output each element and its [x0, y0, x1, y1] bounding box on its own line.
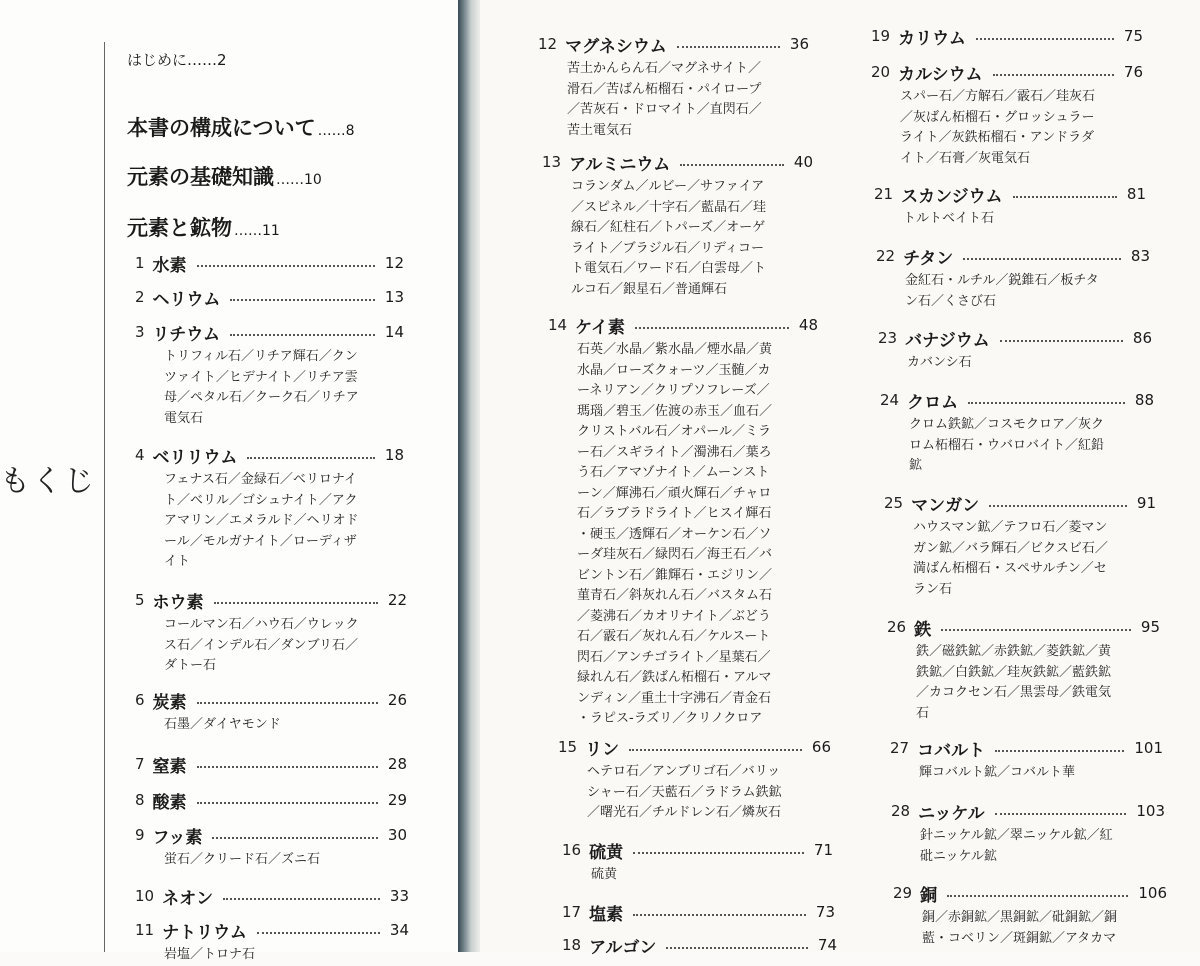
leader-dots	[230, 299, 375, 301]
page-number: 33	[389, 887, 409, 905]
page-number: 95	[1140, 618, 1160, 636]
leader-dots	[968, 402, 1125, 404]
mineral-line: ライト／灰鉄柘榴石・アンドラダ	[900, 130, 1094, 145]
mineral-line: ／苦灰石・ドロマイト／直閃石／	[567, 102, 762, 117]
mineral-line: ロム柘榴石・ウバロバイト／紅鉛	[909, 437, 1105, 453]
book-gutter	[458, 0, 480, 952]
element-name: コバルト	[917, 740, 986, 761]
mineral-list	[903, 209, 994, 230]
mineral-line: 鉄鉱／白鉄鉱／珪灰鉄鉱／藍鉄鉱	[916, 664, 1112, 680]
mineral-line: ／菱沸石／カオリナイト／ぶどう	[577, 608, 771, 624]
mineral-line: 瑪瑙／碧玉／佐渡の赤玉／血石／	[577, 403, 773, 419]
mineral-line: ルコ石／銀星石／普通輝石	[571, 281, 728, 297]
mineral-line: 線石／紅柱石／トパーズ／オーゲ	[571, 220, 766, 235]
page-number: 22	[387, 591, 407, 609]
page-number: 76	[1123, 63, 1143, 81]
mineral-line: ／カコクセン石／黒雲母／鉄電気	[916, 685, 1112, 700]
element-number: 12	[538, 35, 558, 53]
element-number: 16	[562, 841, 582, 859]
page-number: 28	[387, 755, 407, 773]
element-number: 4	[135, 446, 145, 464]
leader-dots	[635, 327, 789, 329]
toc-entry	[135, 252, 404, 274]
element-name: クロム	[907, 392, 959, 413]
divider-line	[104, 42, 105, 952]
mineral-line: 苦土かんらん石／マグネサイト／	[567, 61, 761, 76]
mineral-line: 銅／赤銅鉱／黒銅鉱／砒銅鉱／銅	[922, 910, 1118, 925]
mineral-line: ／灰ばん柘榴石・グロッシュラー	[900, 109, 1095, 125]
mineral-line: 水晶／ローズクォーツ／玉髄／カ	[577, 362, 771, 378]
page-number: 34	[389, 921, 409, 939]
mineral-line: 石英／水晶／紫水晶／煙水晶／黄	[577, 342, 773, 357]
mineral-line: シャー石／天藍石／ラドラム鉄鉱	[587, 784, 782, 800]
mineral-line: 金紅石・ルチル／鋭錐石／板チタ	[905, 273, 1099, 288]
leader-dots	[976, 38, 1114, 40]
leader-dots	[995, 750, 1124, 752]
mineral-line: 砒ニッケル鉱	[920, 848, 997, 864]
mineral-list	[164, 615, 359, 677]
toc-entry	[135, 286, 404, 308]
section-page: ……10	[276, 172, 322, 188]
toc-entry	[135, 885, 409, 907]
page-number: 26	[387, 691, 407, 709]
element-name: ホウ素	[152, 592, 204, 613]
mineral-list	[164, 850, 320, 871]
element-name: ベリリウム	[152, 447, 238, 468]
mineral-line: ラン石	[913, 581, 953, 597]
leader-dots	[989, 505, 1127, 507]
element-number: 27	[890, 739, 910, 757]
toc-entry	[884, 492, 1156, 514]
mineral-line: ・ラピス-ラズリ／クリノクロア	[577, 711, 763, 726]
toc-entry	[135, 789, 407, 811]
leader-dots	[257, 932, 380, 934]
page-number: 36	[789, 35, 809, 53]
element-name: リン	[585, 739, 620, 760]
mineral-line: ガン鉱／バラ輝石／ビクスビ石／	[913, 540, 1108, 556]
element-number: 18	[562, 936, 582, 954]
mineral-list	[164, 347, 359, 429]
mineral-line: クロム鉄鉱／コスモクロア／灰ク	[909, 417, 1105, 432]
element-name: 酸素	[152, 792, 187, 813]
element-name: 鉄	[914, 619, 932, 640]
element-number: 9	[135, 826, 145, 844]
element-name: フッ素	[152, 827, 203, 848]
leader-dots	[197, 702, 378, 704]
element-name: ヘリウム	[152, 289, 221, 310]
toc-entry	[558, 736, 831, 758]
page-number: 48	[798, 316, 818, 334]
toc-entry	[135, 444, 404, 466]
element-number: 6	[135, 691, 145, 709]
mineral-line: 緑れん石／鉄ばん柘榴石・アルマ	[577, 670, 772, 685]
toc-entry	[542, 151, 813, 173]
mineral-line: クリストバル石／オパール／ミラ	[577, 424, 771, 439]
leader-dots	[197, 766, 378, 768]
mineral-line: イト	[164, 554, 191, 569]
leader-dots	[212, 837, 378, 839]
section-heading	[127, 161, 322, 191]
mineral-line: ー石／スギライト／濁沸石／葉ろ	[577, 444, 772, 460]
element-name: 窒素	[152, 756, 187, 777]
mineral-line: 苦土電気石	[567, 122, 633, 138]
page-number: 12	[384, 254, 404, 272]
element-number: 2	[135, 288, 145, 306]
mineral-line: 鉱	[909, 458, 923, 473]
element-number: 13	[542, 153, 562, 171]
leader-dots	[223, 898, 380, 900]
page-title: もくじ	[0, 464, 96, 499]
element-name: 硫黄	[589, 842, 624, 863]
mineral-list	[587, 762, 782, 824]
mineral-line: イト／石膏／灰電気石	[900, 150, 1031, 166]
leader-dots	[214, 602, 378, 604]
element-number: 17	[562, 903, 582, 921]
toc-entry	[890, 737, 1163, 759]
mineral-line: ト電気石／ワード石／白雲母／ト	[571, 261, 767, 276]
element-name: スカンジウム	[901, 186, 1003, 207]
section-page: ……11	[234, 223, 280, 239]
leader-dots	[197, 265, 375, 267]
mineral-list	[577, 340, 772, 730]
leader-dots	[633, 852, 804, 854]
element-name: カルシウム	[898, 64, 983, 85]
mineral-line: ス石／インデル石／ダンブリ石／	[164, 637, 358, 653]
toc-entry	[562, 934, 837, 956]
toc-entry	[548, 314, 818, 336]
element-number: 7	[135, 755, 145, 773]
mineral-line: アマリン／エメラルド／ヘリオド	[164, 513, 359, 528]
mineral-line: コランダム／ルビー／サファイア	[571, 179, 765, 194]
toc-entry	[871, 25, 1143, 47]
element-name: アルミニウム	[569, 154, 671, 175]
element-number: 19	[871, 27, 891, 45]
mineral-line: ンディン／重土十字沸石／青金石	[577, 690, 771, 706]
element-name: ケイ素	[575, 317, 625, 338]
mineral-line: ン石／くさび石	[905, 293, 997, 309]
toc-entry	[538, 33, 809, 55]
toc-entry	[135, 321, 404, 343]
mineral-line: ヘテロ石／アンブリゴ石／バリッ	[587, 764, 781, 779]
toc-entry	[880, 389, 1154, 411]
mineral-line: 満ばん柘榴石・スペサルチン／セ	[913, 561, 1107, 576]
toc-entry	[876, 245, 1150, 267]
mineral-line: 石／ラブラドライト／ヒスイ輝石	[577, 506, 772, 521]
toc-entry	[135, 589, 407, 611]
mineral-line: フェナス石／金緑石／ベリロナイ	[164, 472, 357, 487]
element-number: 15	[558, 738, 578, 756]
mineral-line: 閃石／アンチゴライト／星葉石／	[577, 649, 771, 665]
toc-entry	[135, 689, 407, 711]
mineral-line: ライト／ブラジル石／リディコー	[571, 240, 764, 256]
leader-dots	[1013, 196, 1117, 198]
intro-entry: はじめに……2	[127, 51, 227, 69]
element-name: 銅	[920, 885, 938, 906]
mineral-line: 輝コバルト鉱／コバルト華	[919, 765, 1076, 780]
mineral-line: トリフィル石／リチア輝石／クン	[164, 349, 358, 364]
element-name: ナトリウム	[162, 922, 247, 943]
mineral-list	[913, 518, 1108, 600]
element-number: 24	[880, 391, 900, 409]
toc-entry	[135, 824, 407, 846]
mineral-list	[922, 908, 1117, 949]
leader-dots	[677, 46, 780, 48]
element-name: ニッケル	[918, 803, 985, 824]
element-number: 28	[891, 802, 911, 820]
mineral-list	[164, 470, 358, 573]
element-number: 1	[135, 254, 145, 272]
element-number: 10	[135, 887, 155, 905]
leader-dots	[680, 164, 784, 166]
page-number: 103	[1136, 802, 1165, 820]
mineral-list	[916, 642, 1111, 724]
mineral-line: ーン／輝沸石／頑火輝石／チャロ	[577, 485, 772, 501]
page-number: 40	[793, 153, 813, 171]
element-name: アルゴン	[589, 937, 657, 958]
mineral-list	[900, 87, 1095, 169]
mineral-line: ／スピネル／十字石／藍晶石／珪	[571, 199, 767, 215]
mineral-line: 蛍石／クリード石／ズニ石	[164, 852, 321, 867]
mineral-line: 石墨／ダイヤモンド	[164, 717, 281, 732]
toc-entry	[874, 183, 1146, 205]
page-number: 71	[813, 841, 833, 859]
page-number: 83	[1130, 247, 1150, 265]
mineral-list	[920, 826, 1113, 867]
element-name: 塩素	[589, 904, 624, 925]
page-number: 81	[1126, 185, 1146, 203]
element-number: 26	[887, 618, 907, 636]
mineral-line: ト／ベリル／ゴシュナイト／アク	[164, 492, 358, 508]
mineral-list	[919, 763, 1075, 784]
mineral-line: トルトベイト石	[903, 211, 995, 226]
toc-entry	[887, 616, 1160, 638]
leader-dots	[993, 74, 1114, 76]
toc-entry	[893, 882, 1167, 904]
toc-entry	[562, 901, 835, 923]
page-number: 14	[384, 323, 404, 341]
mineral-line: ビントン石／錐輝石・エジリン／	[577, 567, 773, 583]
toc-entry	[891, 800, 1165, 822]
page-number: 86	[1132, 329, 1152, 347]
mineral-line: 岩塩／トロナ石	[164, 947, 256, 962]
element-number: 21	[874, 185, 894, 203]
element-number: 22	[876, 247, 896, 265]
mineral-line: ハウスマン鉱／テフロ石／菱マン	[913, 520, 1108, 535]
leader-dots	[995, 813, 1127, 815]
section-heading	[127, 112, 355, 142]
element-number: 20	[871, 63, 891, 81]
page-number: 18	[384, 446, 404, 464]
section-page: ……8	[317, 123, 355, 139]
mineral-line: ーダ珪灰石／緑閃石／海王石／バ	[577, 547, 773, 562]
page-number: 66	[811, 738, 831, 756]
element-name: カリウム	[898, 28, 966, 49]
element-number: 5	[135, 591, 145, 609]
mineral-list	[567, 59, 762, 141]
mineral-line: ーネリアン／クリプソフレーズ／	[577, 383, 770, 398]
page-number: 106	[1138, 884, 1167, 902]
element-name: 炭素	[152, 692, 187, 713]
leader-dots	[1000, 340, 1123, 342]
mineral-line: スパー石／方解石／霰石／珪灰石	[900, 89, 1096, 104]
toc-entry	[562, 839, 833, 861]
element-name: 水素	[152, 255, 187, 276]
toc-entry	[878, 327, 1152, 349]
page-number: 29	[387, 791, 407, 809]
section-label: 元素の基礎知識	[127, 165, 274, 189]
element-number: 23	[878, 329, 898, 347]
mineral-list	[591, 865, 617, 886]
page-number: 30	[387, 826, 407, 844]
leader-dots	[247, 457, 375, 459]
element-number: 8	[135, 791, 145, 809]
section-label: 本書の構成について	[127, 116, 316, 140]
mineral-line: う石／アマゾナイト／ムーンスト	[577, 465, 770, 480]
mineral-line: 石	[916, 705, 930, 721]
element-number: 29	[893, 884, 913, 902]
leader-dots	[633, 914, 806, 916]
element-number: 14	[548, 316, 568, 334]
mineral-list	[164, 715, 281, 736]
element-number: 25	[884, 494, 904, 512]
element-name: マグネシウム	[565, 36, 667, 57]
mineral-line: ツァイト／ヒデナイト／リチア雲	[164, 369, 358, 385]
leader-dots	[629, 749, 802, 751]
mineral-line: 菫青石／斜灰れん石／バスタム石	[577, 588, 773, 603]
page-number: 75	[1123, 27, 1143, 45]
mineral-line: 硫黄	[591, 867, 618, 882]
page-number: 13	[384, 288, 404, 306]
element-number: 3	[135, 323, 145, 341]
mineral-list	[164, 945, 255, 966]
mineral-line: 滑石／苦ばん柘榴石・パイロープ	[567, 81, 762, 97]
mineral-line: カバンシ石	[907, 355, 972, 370]
page-number: 74	[817, 936, 837, 954]
leader-dots	[197, 802, 378, 804]
mineral-line: コールマン石／ハウ石／ウレック	[164, 617, 359, 632]
element-name: バナジウム	[905, 330, 990, 351]
page-number: 73	[815, 903, 835, 921]
mineral-line: ダトー石	[164, 658, 217, 673]
toc-entry	[871, 61, 1143, 83]
leader-dots	[666, 947, 807, 949]
page-number: 88	[1134, 391, 1154, 409]
mineral-list	[909, 415, 1104, 477]
mineral-line: 電気石	[164, 410, 204, 426]
mineral-list	[905, 271, 1099, 312]
leader-dots	[947, 895, 1128, 897]
toc-entry	[135, 753, 407, 775]
mineral-line: ／曙光石／チルドレン石／燐灰石	[587, 805, 782, 820]
element-name: マンガン	[911, 495, 980, 516]
leader-dots	[941, 629, 1131, 631]
section-heading	[127, 212, 280, 242]
page-number: 91	[1136, 494, 1156, 512]
mineral-line: 母／ペタル石／クーク石／リチア	[164, 390, 359, 405]
mineral-line: ール／モルガナイト／ローディザ	[164, 533, 357, 549]
mineral-line: 鉄／磁鉄鉱／赤鉄鉱／菱鉄鉱／黄	[916, 644, 1112, 659]
element-name: ネオン	[162, 888, 214, 909]
section-label: 元素と鉱物	[127, 216, 232, 240]
mineral-list	[907, 353, 972, 374]
mineral-line: ・硬玉／透輝石／オーケン石／ソ	[577, 526, 772, 542]
toc-entry	[135, 919, 409, 941]
page-number: 101	[1134, 739, 1163, 757]
mineral-line: 石／霰石／灰れん石／ケルスート	[577, 629, 771, 644]
mineral-list	[571, 177, 766, 300]
element-name: チタン	[903, 248, 954, 269]
mineral-line: 藍・コベリン／斑銅鉱／アタカマ	[922, 930, 1117, 946]
leader-dots	[230, 334, 375, 336]
mineral-line: 針ニッケル鉱／翠ニッケル鉱／紅	[920, 828, 1113, 843]
element-number: 11	[135, 921, 155, 939]
leader-dots	[963, 258, 1121, 260]
element-name: リチウム	[152, 324, 221, 345]
